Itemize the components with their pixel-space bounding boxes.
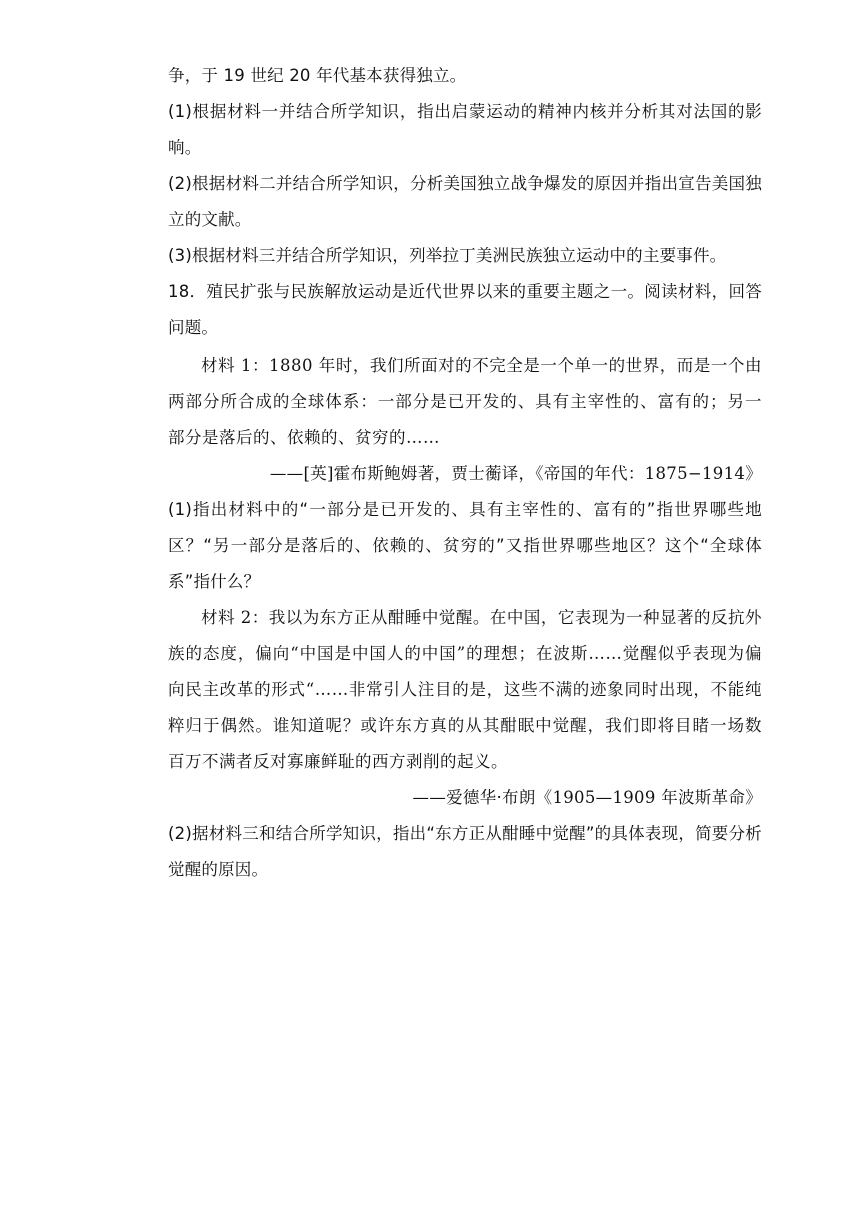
question-18-intro: 18．殖民扩张与民族解放运动是近代世界以来的重要主题之一。阅读材料，回答问题。 (168, 282, 762, 337)
material-2-source: ——爱德华·布朗《1905—1909 年波斯革命》 (412, 788, 762, 807)
question-17-2: (2)根据材料二并结合所学知识，分析美国独立战争爆发的原因并指出宣告美国独立的文献。 (168, 174, 762, 229)
question-17-3: (3)根据材料三并结合所学知识，列举拉丁美洲民族独立运动中的主要事件。 (168, 246, 727, 265)
question-18-2: (2)据材料三和结合所学知识，指出“东方正从酣睡中觉醒”的具体表现，简要分析觉醒的原因。 (168, 824, 762, 879)
question-17-1: (1)根据材料一并结合所学知识，指出启蒙运动的精神内核并分析其对法国的影响。 (168, 102, 762, 157)
material-1-source: ——[英]霍布斯鲍姆著，贾士蘅译，《帝国的年代：1875−1914》 (269, 464, 762, 483)
question-18-1: (1)指出材料中的“一部分是已开发的、具有主宰性的、富有的”指世界哪些地区？“另一部分是落后的、依赖的、贫穷的”又指世界哪些地区？这个“全球体系”指什么？ (168, 500, 762, 591)
material-2: 材料 2：我以为东方正从酣睡中觉醒。在中国，它表现为一种显著的反抗外族的态度，偏向“中国是中国人的中国”的理想；在波斯……觉醒似乎表现为偏向民主改革的形式“……非常引人注目的是，这些不满的迹象同时出现，不能纯粹归于偶然。谁知道呢？或许东方真的从其酣眠中觉醒，我们即将目睹一场数百万不满者反对寡廉鲜耻的西方剥削的起义。 (168, 608, 762, 771)
material-1: 材料 1：1880 年时，我们所面对的不完全是一个单一的世界，而是一个由两部分所合成的全球体系：一部分是已开发的、具有主宰性的、富有的；另一部分是落后的、依赖的、贫穷的…… (168, 356, 762, 447)
document-page (168, 58, 762, 888)
paragraph-continuation: 争，于 19 世纪 20 年代基本获得独立。 (168, 66, 467, 85)
